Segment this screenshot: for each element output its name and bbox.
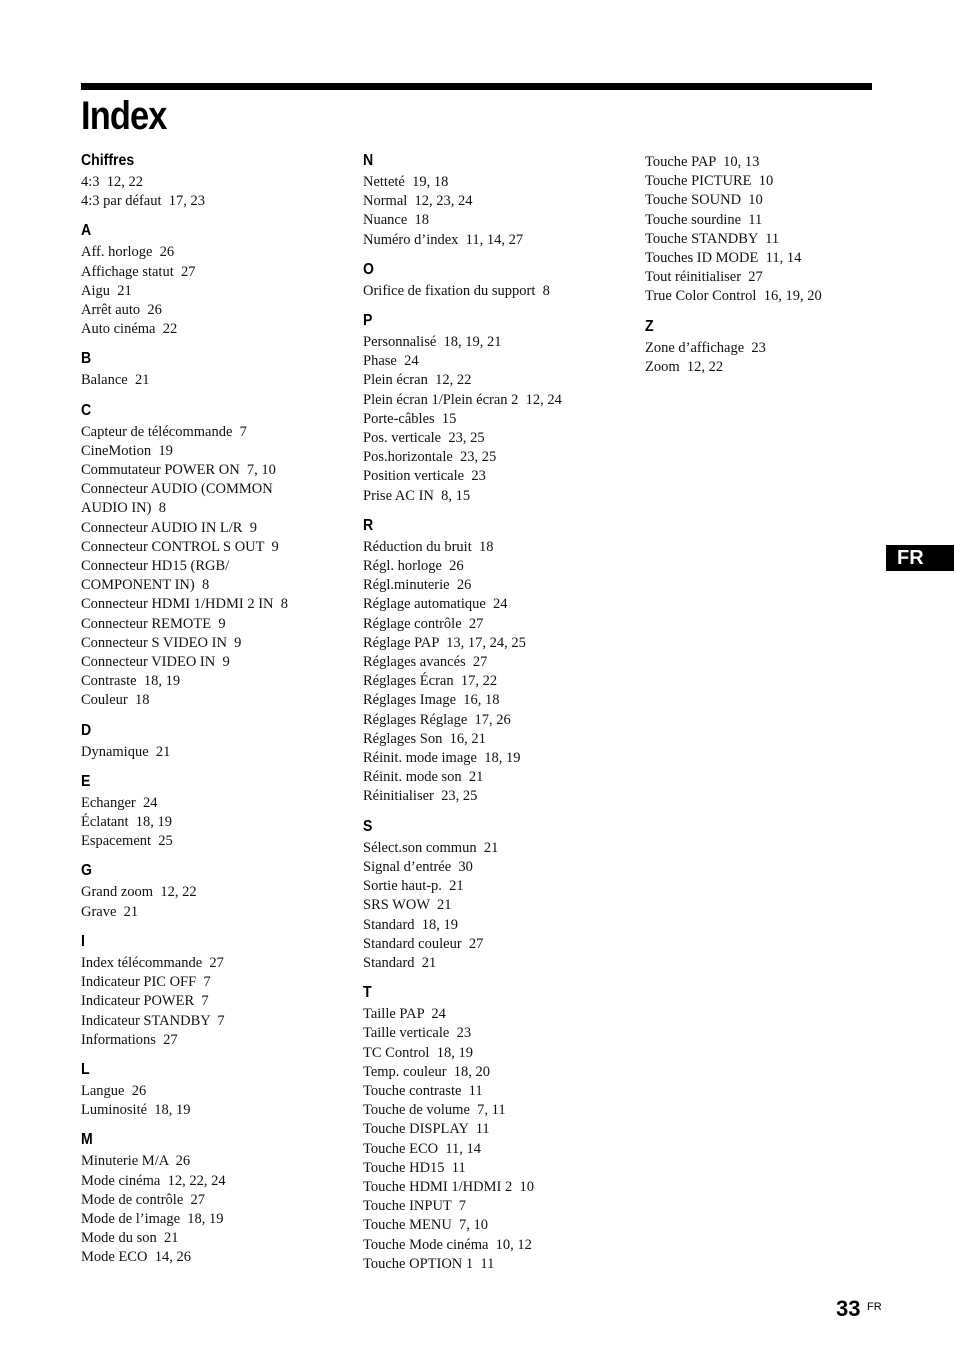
index-entry (363, 691, 633, 710)
index-entry-text: Éclatant 18, 19 (81, 814, 173, 831)
page-number-suffix: FR (867, 1301, 882, 1313)
index-group (645, 317, 905, 377)
index-entry-text: AUDIO IN) 8 (81, 500, 166, 517)
index-letter-heading: Chiffres (81, 152, 135, 169)
index-group (81, 349, 351, 390)
language-tab (886, 545, 954, 571)
index-letter-heading: A (81, 222, 92, 240)
index-entry-text: Réinit. mode image 18, 19 (363, 750, 521, 767)
index-entry (363, 538, 633, 557)
index-entry (363, 211, 633, 230)
index-entry-list (363, 1005, 633, 1274)
index-entry-text: Réglage automatique 24 (363, 596, 508, 613)
index-entry-text: Couleur 18 (81, 692, 150, 709)
index-entry (81, 672, 351, 691)
index-entry (363, 595, 633, 614)
index-entry-text: TC Control 18, 19 (363, 1044, 473, 1061)
index-entry-text: Connecteur S VIDEO IN 9 (81, 634, 242, 651)
index-entry (645, 153, 905, 172)
index-group (363, 260, 633, 301)
index-entry (363, 1178, 633, 1197)
index-entry-text: Contraste 18, 19 (81, 673, 181, 690)
index-entry-text: Touche Mode cinéma 10, 12 (363, 1236, 532, 1253)
index-entry-text: Position verticale 23 (363, 468, 486, 485)
index-entry-list (81, 1082, 351, 1120)
index-entry (363, 1005, 633, 1024)
index-letter-heading: G (81, 862, 92, 880)
index-entry (81, 1229, 351, 1248)
index-entry (81, 1152, 351, 1171)
index-entry-text: Indicateur POWER 7 (81, 993, 209, 1010)
index-entry-text: Touche PICTURE 10 (645, 173, 774, 190)
index-entry (363, 391, 633, 410)
index-entry-list (363, 333, 633, 506)
index-entry-text: Echanger 24 (81, 794, 158, 811)
index-entry (81, 557, 351, 576)
index-entry-text: Réglages Réglage 17, 26 (363, 711, 511, 728)
index-entry-text: Touche HD15 11 (363, 1159, 466, 1176)
index-entry-text: Standard 21 (363, 954, 437, 971)
index-entry-text: Orifice de fixation du support 8 (363, 282, 550, 299)
index-letter-heading: T (363, 984, 372, 1002)
index-entry (363, 1044, 633, 1063)
index-entry-text: Temp. couleur 18, 20 (363, 1063, 491, 1080)
index-group (81, 221, 351, 339)
index-entry-text: Mode ECO 14, 26 (81, 1249, 191, 1266)
index-letter-heading: E (81, 772, 91, 790)
index-entry-list (645, 339, 905, 377)
index-group (81, 1060, 351, 1120)
index-group (363, 983, 633, 1274)
index-entry (363, 749, 633, 768)
index-column-3 (645, 151, 905, 377)
index-entry-list (645, 153, 905, 307)
index-entry (81, 282, 351, 301)
index-entry-list (81, 173, 351, 211)
index-entry (81, 301, 351, 320)
index-entry (81, 538, 351, 557)
index-entry (645, 211, 905, 230)
index-entry (363, 576, 633, 595)
index-entry (363, 787, 633, 806)
index-group (81, 932, 351, 1050)
index-entry-text: Nuance 18 (363, 212, 430, 229)
index-entry-text: Auto cinéma 22 (81, 321, 178, 338)
index-entry-list (363, 282, 633, 301)
index-letter-heading: L (81, 1060, 90, 1078)
index-entry-text: Réglages Écran 17, 22 (363, 673, 498, 690)
index-entry-text: Standard couleur 27 (363, 935, 484, 952)
index-entry-text: Réglage PAP 13, 17, 24, 25 (363, 634, 526, 651)
page-title: Index (81, 94, 167, 138)
index-group (363, 516, 633, 807)
index-entry-list (81, 954, 351, 1050)
index-entry-text: Pos. verticale 23, 25 (363, 430, 485, 447)
index-group (81, 772, 351, 852)
index-entry (81, 1191, 351, 1210)
index-letter-heading: I (81, 932, 85, 950)
index-entry (81, 423, 351, 442)
index-entry (645, 339, 905, 358)
index-entry (81, 576, 351, 595)
index-entry-text: Affichage statut 27 (81, 263, 196, 280)
index-entry-text: Indicateur STANDBY 7 (81, 1012, 225, 1029)
index-entry (363, 173, 633, 192)
index-entry (363, 1216, 633, 1235)
index-entry-text: Taille verticale 23 (363, 1025, 472, 1042)
index-entry-text: Réglages Image 16, 18 (363, 692, 500, 709)
index-group (81, 151, 351, 211)
index-entry-text: Régl. horloge 26 (363, 558, 464, 575)
index-entry (645, 287, 905, 306)
index-entry-list (81, 743, 351, 762)
index-entry-text: Porte-câbles 15 (363, 410, 457, 427)
index-entry (363, 634, 633, 653)
index-entry-text: Régl.minuterie 26 (363, 577, 472, 594)
index-entry-text: 4:3 12, 22 (81, 174, 144, 190)
index-entry-text: Personnalisé 18, 19, 21 (363, 334, 502, 351)
index-group (81, 861, 351, 921)
index-entry (363, 954, 633, 973)
index-entry-text: Dynamique 21 (81, 743, 171, 760)
language-tab-label: FR (897, 547, 924, 569)
index-entry (363, 768, 633, 787)
index-entry-text: Plein écran 12, 22 (363, 372, 472, 389)
index-entry (363, 333, 633, 352)
index-entry (81, 813, 351, 832)
index-entry (81, 1082, 351, 1101)
index-column-1 (81, 151, 351, 1268)
index-entry-text: CineMotion 19 (81, 442, 173, 459)
index-entry-text: Touche OPTION 1 11 (363, 1255, 495, 1272)
index-letter-heading: D (81, 721, 92, 739)
index-entry (363, 858, 633, 877)
index-entry-text: Touche DISPLAY 11 (363, 1121, 490, 1138)
index-entry-text: Connecteur HDMI 1/HDMI 2 IN 8 (81, 596, 288, 613)
index-entry (81, 903, 351, 922)
index-entry-text: Sélect.son commun 21 (363, 839, 499, 856)
index-entry-text: Plein écran 1/Plein écran 2 12, 24 (363, 391, 562, 408)
index-entry-list (81, 883, 351, 921)
index-entry (363, 1255, 633, 1274)
index-entry-text: Balance 21 (81, 372, 150, 389)
index-entry-text: Phase 24 (363, 353, 419, 370)
index-entry-text: Signal d’entrée 30 (363, 858, 473, 875)
index-group (363, 817, 633, 973)
index-entry-text: Pos.horizontale 23, 25 (363, 449, 497, 466)
index-entry-text: Luminosité 18, 19 (81, 1102, 191, 1119)
index-entry (363, 653, 633, 672)
index-entry-list (81, 794, 351, 852)
index-entry-text: Grave 21 (81, 903, 139, 920)
index-entry-text: Minuterie M/A 26 (81, 1153, 191, 1170)
index-group (81, 721, 351, 762)
index-entry (363, 467, 633, 486)
index-entry-text: Netteté 19, 18 (363, 174, 449, 190)
index-entry-text: Touche ECO 11, 14 (363, 1140, 482, 1157)
index-entry (81, 883, 351, 902)
index-entry-text: SRS WOW 21 (363, 897, 452, 914)
index-entry (81, 320, 351, 339)
index-group (81, 401, 351, 711)
index-entry-text: COMPONENT IN) 8 (81, 577, 210, 594)
index-entry (363, 615, 633, 634)
index-entry (645, 172, 905, 191)
index-letter-heading: Z (645, 317, 654, 335)
index-entry-text: Touche STANDBY 11 (645, 230, 780, 247)
index-entry-text: Réduction du bruit 18 (363, 538, 494, 555)
index-entry (81, 973, 351, 992)
index-entry-text: Réglages avancés 27 (363, 654, 488, 671)
index-entry (363, 371, 633, 390)
index-entry (363, 410, 633, 429)
index-entry (645, 268, 905, 287)
index-entry (363, 429, 633, 448)
index-entry-list (81, 423, 351, 711)
index-entry (81, 519, 351, 538)
index-entry (81, 691, 351, 710)
index-entry (81, 173, 351, 192)
index-entry (81, 192, 351, 211)
index-letter-heading: R (363, 516, 374, 534)
index-entry-text: Zoom 12, 22 (645, 358, 724, 375)
index-entry-text: Connecteur AUDIO (COMMON (81, 481, 273, 498)
index-entry-text: Connecteur HD15 (RGB/ (81, 558, 230, 575)
index-entry (363, 1024, 633, 1043)
index-entry (363, 839, 633, 858)
index-entry-text: Réglage contrôle 27 (363, 615, 484, 632)
index-entry-text: Réinit. mode son 21 (363, 769, 484, 786)
index-entry-list (81, 243, 351, 339)
index-entry-text: Mode cinéma 12, 22, 24 (81, 1172, 226, 1189)
index-entry-text: Connecteur AUDIO IN L/R 9 (81, 519, 257, 536)
index-entry-text: Mode de contrôle 27 (81, 1191, 206, 1208)
index-entry (81, 243, 351, 262)
index-entry (363, 1082, 633, 1101)
index-entry-text: Réinitialiser 23, 25 (363, 788, 478, 805)
title-rule (81, 83, 872, 90)
index-entry-text: Touche MENU 7, 10 (363, 1217, 489, 1234)
index-group (363, 311, 633, 506)
index-entry-text: Indicateur PIC OFF 7 (81, 974, 211, 991)
index-entry-text: Sortie haut-p. 21 (363, 878, 464, 895)
index-entry-text: Index télécommande 27 (81, 954, 224, 971)
index-entry (81, 1012, 351, 1031)
index-letter-heading: C (81, 401, 92, 419)
index-entry-text: Taille PAP 24 (363, 1006, 446, 1023)
index-entry-text: Touche de volume 7, 11 (363, 1102, 506, 1119)
index-entry (81, 1172, 351, 1191)
index-entry (81, 442, 351, 461)
index-entry-text: Mode du son 21 (81, 1230, 179, 1247)
index-entry (363, 1120, 633, 1139)
index-entry-text: Touche PAP 10, 13 (645, 154, 760, 170)
index-entry-text: Arrêt auto 26 (81, 302, 162, 319)
index-entry (81, 263, 351, 282)
index-entry (81, 480, 351, 499)
index-entry-text: Tout réinitialiser 27 (645, 269, 763, 286)
index-entry (363, 935, 633, 954)
index-entry-text: Capteur de télécommande 7 (81, 423, 247, 440)
index-entry (645, 191, 905, 210)
index-entry-text: Touche SOUND 10 (645, 192, 763, 209)
index-column-2 (363, 151, 633, 1274)
index-entry-text: Aff. horloge 26 (81, 244, 175, 261)
index-entry (363, 711, 633, 730)
index-entry (81, 1210, 351, 1229)
index-entry-text: Langue 26 (81, 1082, 147, 1099)
index-entry-list (363, 839, 633, 973)
index-entry (363, 730, 633, 749)
index-entry-text: Réglages Son 16, 21 (363, 730, 486, 747)
index-entry (363, 1197, 633, 1216)
index-entry-text: Touche INPUT 7 (363, 1198, 467, 1215)
index-entry (81, 634, 351, 653)
index-entry-text: Espacement 25 (81, 833, 173, 850)
index-entry-list (363, 173, 633, 250)
index-entry (81, 992, 351, 1011)
index-entry-text: Informations 27 (81, 1031, 178, 1048)
index-entry (81, 461, 351, 480)
index-entry (363, 896, 633, 915)
index-entry (363, 352, 633, 371)
index-letter-heading: N (363, 152, 374, 169)
index-letter-heading: O (363, 260, 374, 278)
index-entry-text: Aigu 21 (81, 282, 132, 299)
index-entry-text: Prise AC IN 8, 15 (363, 487, 471, 504)
index-entry (81, 832, 351, 851)
index-letter-heading: M (81, 1131, 93, 1149)
index-entry-text: True Color Control 16, 19, 20 (645, 288, 822, 305)
index-entry (363, 231, 633, 250)
index-entry-text: Touche sourdine 11 (645, 211, 763, 228)
index-entry-text: Standard 18, 19 (363, 916, 459, 933)
index-entry (645, 249, 905, 268)
index-entry (363, 877, 633, 896)
index-entry (81, 653, 351, 672)
index-entry (645, 230, 905, 249)
index-entry (363, 448, 633, 467)
index-group (81, 1130, 351, 1267)
index-entry (363, 487, 633, 506)
index-letter-heading: S (363, 817, 373, 835)
index-entry-text: Touche contraste 11 (363, 1082, 483, 1099)
index-entry-text: Connecteur REMOTE 9 (81, 615, 226, 632)
index-group (363, 151, 633, 250)
index-entry (81, 954, 351, 973)
index-entry (81, 1031, 351, 1050)
index-entry-text: Connecteur CONTROL S OUT 9 (81, 538, 279, 555)
index-entry (81, 615, 351, 634)
index-letter-heading: P (363, 312, 373, 330)
page-number: 33 (836, 1296, 861, 1321)
index-entry (81, 743, 351, 762)
index-entry-text: 4:3 par défaut 17, 23 (81, 193, 206, 210)
index-entry (81, 1101, 351, 1120)
index-entry (363, 1140, 633, 1159)
index-entry (363, 1063, 633, 1082)
index-entry (81, 794, 351, 813)
index-entry-text: Grand zoom 12, 22 (81, 884, 197, 901)
index-entry-text: Connecteur VIDEO IN 9 (81, 654, 230, 671)
index-entry (363, 282, 633, 301)
index-entry (81, 1248, 351, 1267)
index-group (645, 153, 905, 307)
index-entry-text: Normal 12, 23, 24 (363, 193, 473, 210)
index-entry-list (363, 538, 633, 807)
index-entry-text: Commutateur POWER ON 7, 10 (81, 462, 276, 479)
index-letter-heading: B (81, 350, 92, 368)
index-entry (363, 1236, 633, 1255)
index-entry-text: Zone d’affichage 23 (645, 339, 766, 356)
index-entry-text: Touches ID MODE 11, 14 (645, 250, 802, 267)
index-entry (81, 595, 351, 614)
index-entry (363, 1101, 633, 1120)
index-entry (81, 371, 351, 390)
index-entry (81, 499, 351, 518)
index-entry-list (81, 1152, 351, 1267)
index-entry (645, 358, 905, 377)
index-entry (363, 1159, 633, 1178)
index-entry (363, 557, 633, 576)
index-entry (363, 192, 633, 211)
index-entry-text: Numéro d’index 11, 14, 27 (363, 231, 524, 248)
index-entry (363, 916, 633, 935)
index-entry-list (81, 371, 351, 390)
index-entry-text: Mode de l’image 18, 19 (81, 1210, 224, 1227)
index-entry-text: Touche HDMI 1/HDMI 2 10 (363, 1178, 534, 1195)
index-entry (363, 672, 633, 691)
